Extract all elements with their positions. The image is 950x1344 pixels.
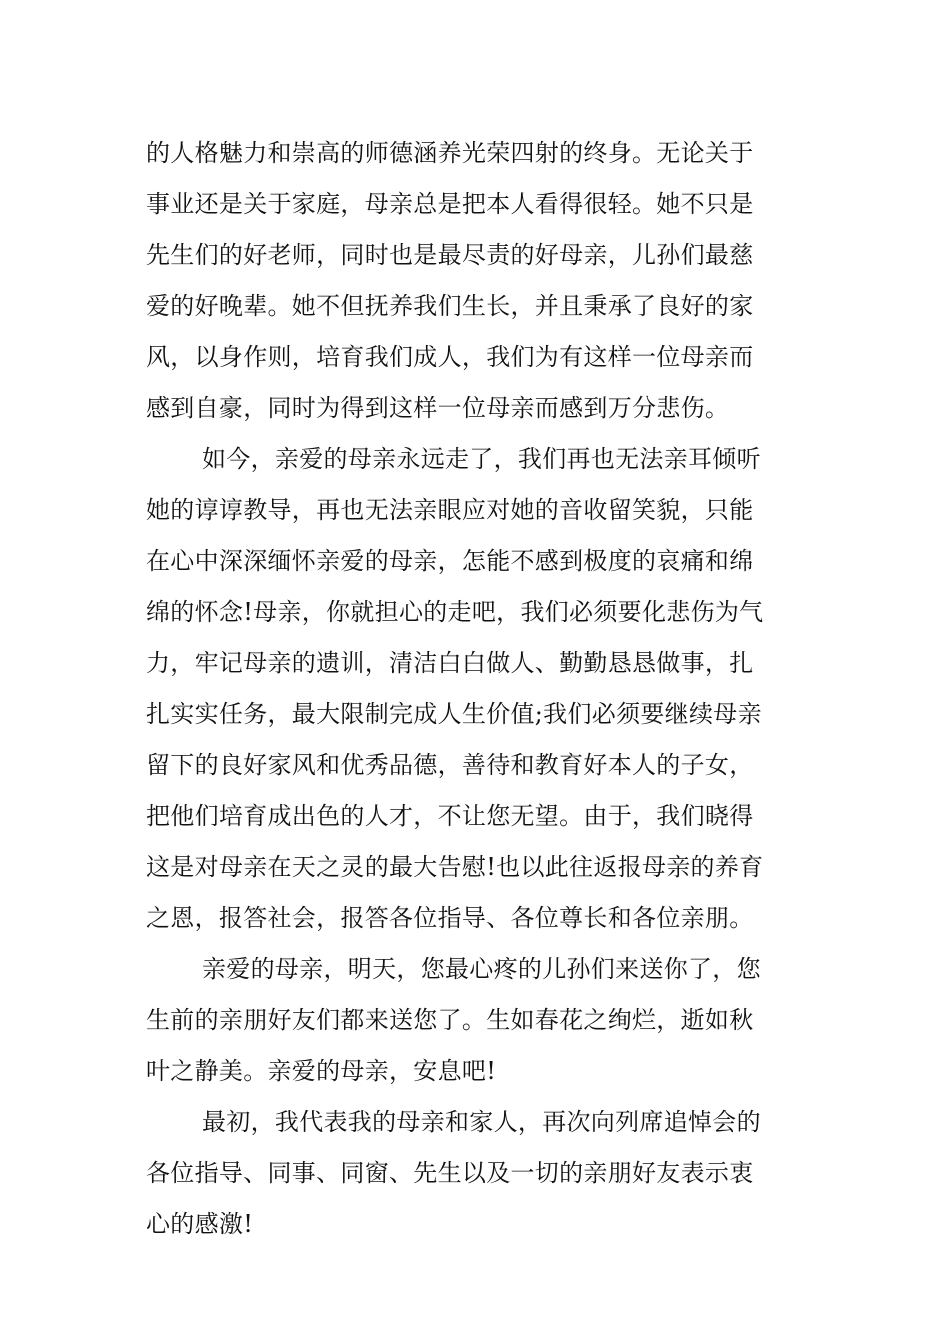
text-line: 心的感激! [146,1210,254,1238]
text-line: 感到自豪，同时为得到这样一位母亲而感到万分悲伤。 [146,394,730,422]
text-line: 生前的亲朋好友们都来送您了。生如春花之绚烂，逝如秋 [146,1006,754,1034]
document-body [146,128,806,1250]
text-line: 这是对母亲在天之灵的最大告慰!也以此往返报母亲的养育 [146,853,764,881]
text-line: 叶之静美。亲爱的母亲，安息吧! [146,1057,497,1085]
text-line: 的人格魅力和崇高的师德涵养光荣四射的终身。无论关于 [146,139,754,167]
text-line: 她的谆谆教导，再也无法亲眼应对她的音收留笑貌，只能 [146,496,754,524]
text-line: 事业还是关于家庭，母亲总是把本人看得很轻。她不只是 [146,190,754,218]
text-line: 扎实实任务，最大限制完成人生价值;我们必须要继续母亲 [146,700,762,728]
paragraph-start-line: 如今，亲爱的母亲永远走了，我们再也无法亲耳倾听 [202,445,761,473]
text-line: 绵的怀念!母亲，你就担心的走吧，我们必须要化悲伤为气 [146,598,764,626]
text-line: 爱的好晚辈。她不但抚养我们生长，并且秉承了良好的家 [146,292,754,320]
paragraph-start-line: 亲爱的母亲，明天，您最心疼的儿孙们来送你了，您 [202,955,761,983]
text-line: 留下的良好家风和优秀品德，善待和教育好本人的子女， [146,751,754,779]
paragraph-start-line: 最初，我代表我的母亲和家人，再次向列席追悼会的 [202,1108,761,1136]
text-line: 风，以身作则，培育我们成人，我们为有这样一位母亲而 [146,343,754,371]
text-line: 各位指导、同事、同窗、先生以及一切的亲朋好友表示衷 [146,1159,754,1187]
text-line: 力，牢记母亲的遗训，清洁白白做人、勤勤恳恳做事，扎 [146,649,754,677]
text-line: 之恩，报答社会，报答各位指导、各位尊长和各位亲朋。 [146,904,754,932]
text-line: 在心中深深缅怀亲爱的母亲，怎能不感到极度的哀痛和绵 [146,547,754,575]
text-line: 先生们的好老师，同时也是最尽责的好母亲，儿孙们最慈 [146,241,754,269]
text-line: 把他们培育成出色的人才，不让您无望。由于，我们晓得 [146,802,754,830]
